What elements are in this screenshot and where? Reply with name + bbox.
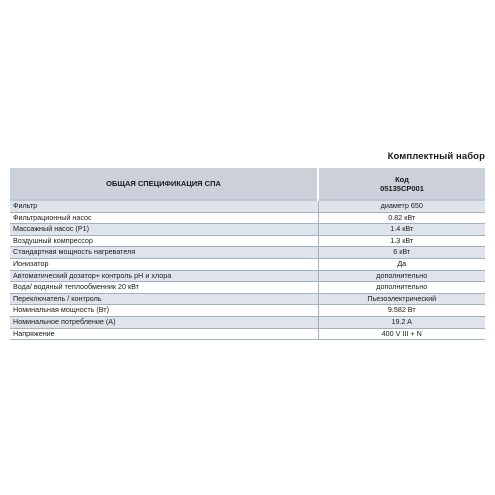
spec-value: 19.2 A	[318, 316, 485, 328]
spec-label: Напряжение	[10, 328, 318, 340]
spec-value: дополнительно	[318, 270, 485, 282]
spec-label: Номинальная мощность (Вт)	[10, 305, 318, 317]
spec-label: Вода/ водяный теплообменник 20 кВт	[10, 282, 318, 294]
spec-value: 1.3 кВт	[318, 235, 485, 247]
spec-value: диаметр 650	[318, 200, 485, 212]
spec-label: Номинальное потребление (А)	[10, 316, 318, 328]
spec-value: 400 V III + N	[318, 328, 485, 340]
spec-label: Воздушный компрессор	[10, 235, 318, 247]
spec-value: 9.582 Вт	[318, 305, 485, 317]
spec-value: 6 кВт	[318, 247, 485, 259]
code-value: 05135CP001	[380, 183, 424, 193]
table-row	[10, 212, 485, 224]
table-row	[10, 270, 485, 282]
table-row	[10, 200, 485, 212]
table-row	[10, 224, 485, 236]
spec-table	[10, 168, 485, 340]
kit-title: Комплектный набор	[387, 151, 485, 162]
table-row	[10, 305, 485, 317]
spec-value: 1.4 кВт	[318, 224, 485, 236]
table-row	[10, 247, 485, 259]
table-row	[10, 328, 485, 340]
spec-value: 0.82 кВт	[318, 212, 485, 224]
spec-label: Фильтрационный насос	[10, 212, 318, 224]
table-row	[10, 316, 485, 328]
spec-label: Переключатель / контроль	[10, 293, 318, 305]
spec-label: Ионизатор	[10, 258, 318, 270]
spec-label: Стандартная мощность нагревателя	[10, 247, 318, 259]
table-row	[10, 258, 485, 270]
spec-label: Массажный насос (P1)	[10, 224, 318, 236]
spec-value: Да	[318, 258, 485, 270]
spec-value: дополнительно	[318, 282, 485, 294]
code-column-header	[318, 168, 485, 200]
spec-label: Фильтр	[10, 200, 318, 212]
spec-column-header: ОБЩАЯ СПЕЦИФИКАЦИЯ СПА	[10, 168, 318, 200]
code-label: Код	[395, 174, 409, 184]
table-row	[10, 293, 485, 305]
table-row	[10, 282, 485, 294]
spec-label: Автоматический дозатор+ контроль pH и хлора	[10, 270, 318, 282]
table-row	[10, 235, 485, 247]
table-header-row	[10, 168, 485, 200]
spec-value: Пьезоэлектрический	[318, 293, 485, 305]
